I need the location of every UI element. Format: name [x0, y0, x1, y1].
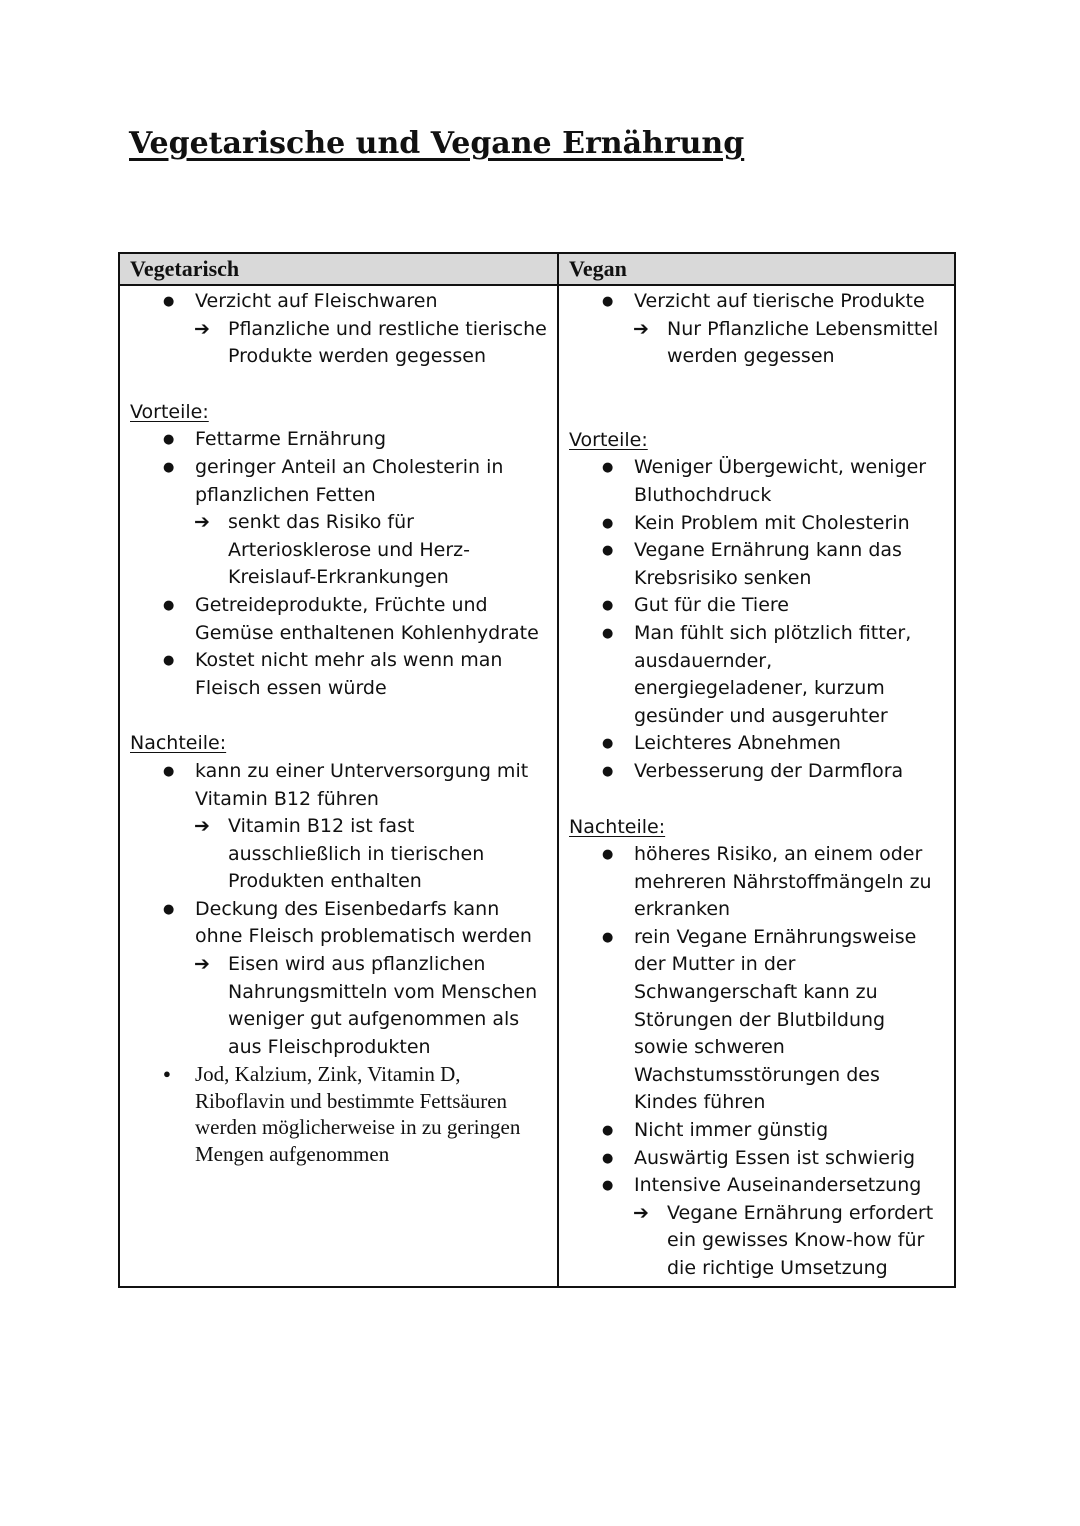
section-spacer: [130, 371, 547, 399]
list-item: ● Vegane Ernährung kann das Krebsrisiko senken: [569, 537, 944, 592]
arrow-item: ➔ Nur Pflanzliche Lebensmittel werden gegessen: [569, 316, 944, 371]
bullet-list: [130, 426, 547, 702]
column-vegan: [558, 285, 955, 1287]
vegan-content: [559, 286, 954, 1283]
arrow-item: ➔ Vitamin B12 ist fast ausschließlich in tierischen Produkten enthalten: [130, 813, 547, 896]
arrow-item: ➔ senkt das Risiko für Arteriosklerose und Herz-Kreislauf-Erkrankungen: [130, 509, 547, 592]
list-item: ● Intensive Auseinandersetzung: [569, 1172, 944, 1200]
nachteile-label: Nachteile:: [569, 815, 666, 838]
list-item: ● Man fühlt sich plötzlich fitter, ausdauernder, energiegeladener, kurzum gesünder und ausgeruhter: [569, 620, 944, 730]
column-vegetarisch: [119, 285, 558, 1287]
bullet-list: [569, 454, 944, 785]
header-vegetarisch: Vegetarisch: [119, 253, 558, 285]
list-item: ● kann zu einer Unterversorgung mit Vitamin B12 führen: [130, 758, 547, 813]
list-item: ● Gut für die Tiere: [569, 592, 944, 620]
bullet-list: [130, 758, 547, 1168]
list-item: ● Auswärtig Essen ist schwierig: [569, 1145, 944, 1173]
arrow-item: ➔ Vegane Ernährung erfordert ein gewisses Know-how für die richtige Umsetzung: [569, 1200, 944, 1283]
bullet-list: [569, 288, 944, 371]
list-item: ● geringer Anteil an Cholesterin in pflanzlichen Fetten: [130, 454, 547, 509]
arrow-item: ➔ Eisen wird aus pflanzlichen Nahrungsmitteln vom Menschen weniger gut aufgenommen als aus Fleischprodukten: [130, 951, 547, 1061]
nachteile-label: Nachteile:: [130, 732, 227, 755]
list-item: ● Verbesserung der Darmflora: [569, 758, 944, 786]
list-item: ● Verzicht auf tierische Produkte: [569, 288, 944, 316]
list-item: ● rein Vegane Ernährungsweise der Mutter in der Schwangerschaft kann zu Störungen der Blutbildung sowie schweren Wachstumsstörungen des Kindes führen: [569, 924, 944, 1117]
section-spacer: [130, 702, 547, 730]
list-item: ● Leichteres Abnehmen: [569, 730, 944, 758]
section-spacer: [569, 371, 944, 427]
arrow-item: ➔ Pflanzliche und restliche tierische Produkte werden gegessen: [130, 316, 547, 371]
header-vegan: Vegan: [558, 253, 955, 285]
list-item: ● Jod, Kalzium, Zink, Vitamin D, Riboflavin und bestimmte Fettsäuren werden möglicherweise in zu geringen Mengen aufgenommen: [130, 1061, 547, 1167]
bullet-list: [130, 288, 547, 371]
list-item: ● Getreideprodukte, Früchte und Gemüse enthaltenen Kohlenhydrate: [130, 592, 547, 647]
list-item: ● Weniger Übergewicht, weniger Bluthochdruck: [569, 454, 944, 509]
section-spacer: [569, 786, 944, 814]
list-item: ● Deckung des Eisenbedarfs kann ohne Fleisch problematisch werden: [130, 896, 547, 951]
vorteile-label: Vorteile:: [130, 400, 209, 423]
list-item: ● Kostet nicht mehr als wenn man Fleisch essen würde: [130, 647, 547, 702]
list-item: ● höheres Risiko, an einem oder mehreren Nährstoffmängeln zu erkranken: [569, 841, 944, 924]
list-item: ● Nicht immer günstig: [569, 1117, 944, 1145]
bullet-list: [569, 841, 944, 1283]
vegetarisch-content: [120, 286, 557, 1167]
page-title: Vegetarische und Vegane Ernährung: [129, 126, 745, 161]
list-item: ● Fettarme Ernährung: [130, 426, 547, 454]
vorteile-label: Vorteile:: [569, 428, 648, 451]
list-item: ● Verzicht auf Fleischwaren: [130, 288, 547, 316]
comparison-table: [118, 252, 956, 1288]
list-item: ● Kein Problem mit Cholesterin: [569, 510, 944, 538]
